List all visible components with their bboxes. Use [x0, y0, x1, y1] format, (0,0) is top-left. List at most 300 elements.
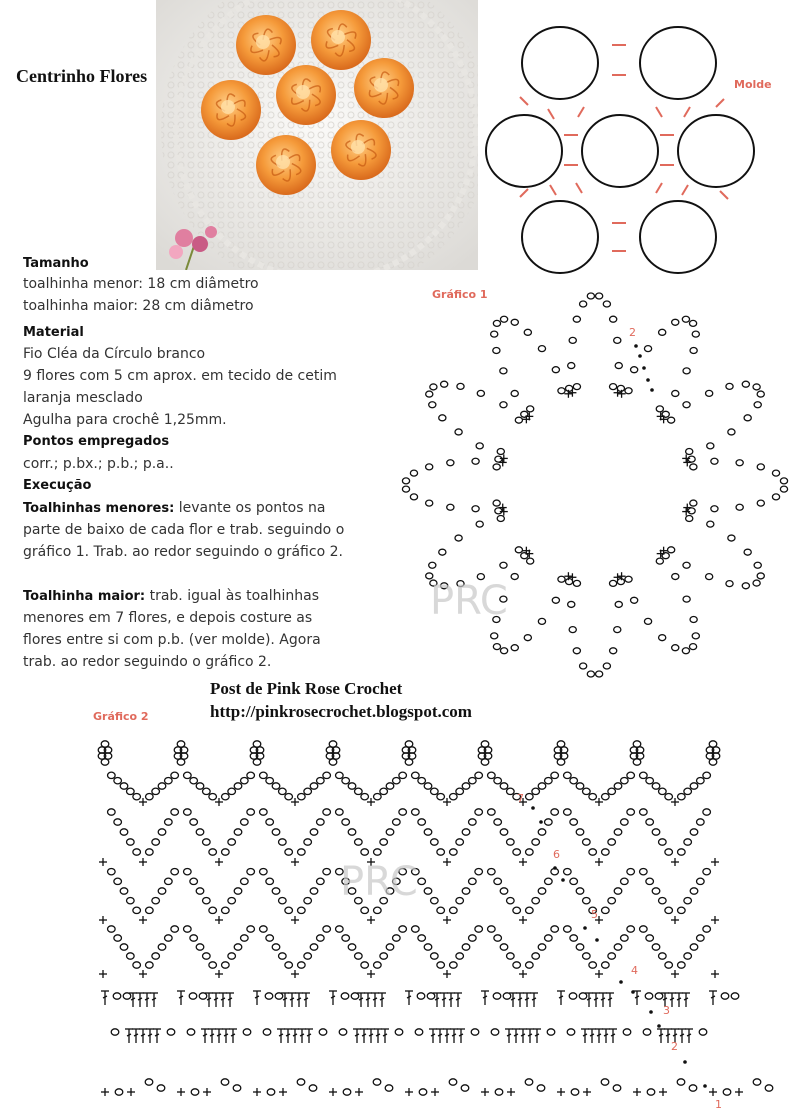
chain-stitch — [298, 907, 306, 913]
tamanho-line-2: toalhinha maior: 28 cm diâmetro — [23, 298, 254, 314]
chain-stitch — [678, 962, 686, 968]
chain-stitch — [191, 1089, 199, 1095]
chain-stitch — [497, 448, 504, 454]
chain-stitch — [184, 926, 192, 932]
dc-stitch — [155, 1034, 159, 1036]
chain-stitch — [158, 829, 166, 835]
start-dot — [583, 926, 587, 930]
chain-stitch — [493, 644, 500, 650]
chain-stitch — [652, 783, 660, 789]
chain-stitch — [682, 648, 689, 654]
chain-stitch — [580, 663, 587, 669]
chain-stitch — [494, 777, 502, 783]
chain-stitch — [757, 464, 764, 470]
chain-stitch — [424, 944, 432, 950]
chain-stitch — [165, 777, 173, 783]
dc-stitch — [635, 996, 639, 998]
chain-stitch — [609, 580, 616, 586]
chain-stitch — [462, 888, 470, 894]
dc-stitch — [435, 998, 439, 1000]
chain-stitch — [625, 388, 632, 394]
chain-stitch — [672, 390, 679, 396]
chain-stitch — [684, 953, 692, 959]
chain-stitch — [495, 1089, 503, 1095]
chain-stitch — [678, 907, 686, 913]
chain-stitch — [462, 944, 470, 950]
chain-stitch — [419, 1089, 427, 1095]
chain-stitch — [583, 953, 591, 959]
dc-stitch — [583, 1034, 587, 1036]
chain-stitch — [697, 878, 705, 884]
chain-stitch — [222, 849, 230, 855]
chain-stitch — [439, 549, 446, 555]
chain-stitch — [355, 788, 363, 794]
tamanho-line-1: toalhinha menor: 18 cm diâmetro — [23, 276, 259, 292]
chain-stitch — [538, 783, 546, 789]
chain-stitch — [493, 500, 500, 506]
chain-stitch — [418, 935, 426, 941]
dc-stitch — [559, 996, 563, 998]
chain-stitch — [298, 849, 306, 855]
credit-url[interactable]: http://pinkrosecrochet.blogspot.com — [210, 702, 472, 721]
chain-stitch — [728, 429, 735, 435]
dc-stitch — [590, 1034, 594, 1036]
chain-stitch — [580, 301, 587, 307]
chain-stitch — [500, 944, 508, 950]
chain-stitch — [573, 384, 580, 390]
dc-stitch — [355, 1034, 359, 1036]
dc-stitch — [376, 1034, 380, 1036]
chain-stitch — [494, 819, 502, 825]
start-dot — [642, 366, 646, 370]
chain-stitch — [656, 406, 663, 412]
chain-stitch — [742, 381, 749, 387]
chain-stitch — [757, 500, 764, 506]
chain-stitch — [386, 944, 394, 950]
chain-stitch — [133, 907, 141, 913]
dc-stitch — [366, 998, 370, 1000]
grafico-1-row-mark: 2 — [629, 326, 636, 339]
chain-stitch — [123, 993, 131, 999]
chain-stitch — [672, 645, 679, 651]
chain-stitch — [603, 663, 610, 669]
chain-stitch — [228, 897, 236, 903]
dc-stitch — [286, 1034, 290, 1036]
chain-stitch — [513, 907, 521, 913]
chain-stitch — [507, 839, 515, 845]
chain-stitch — [515, 547, 522, 553]
chain-stitch — [569, 993, 577, 999]
chain-stitch — [615, 601, 622, 607]
dc-stitch — [521, 1034, 525, 1036]
chain-stitch — [336, 772, 344, 778]
chain-stitch — [184, 868, 192, 874]
chain-stitch — [558, 388, 565, 394]
chain-stitch — [304, 839, 312, 845]
dc-stitch — [359, 998, 363, 1000]
chain-stitch — [437, 907, 445, 913]
start-dot — [649, 1010, 653, 1014]
chain-stitch — [298, 793, 306, 799]
chain-stitch — [711, 458, 718, 464]
dc-stitch — [449, 998, 453, 1000]
chain-stitch — [380, 788, 388, 794]
chain-stitch — [500, 562, 507, 568]
chain-stitch — [475, 809, 483, 815]
start-dot — [619, 980, 623, 984]
chain-stitch — [570, 777, 578, 783]
chain-stitch — [488, 868, 496, 874]
execucao-p2-text: trab. igual às toalhinhas — [145, 588, 319, 604]
chain-stitch — [279, 839, 287, 845]
dc-stitch — [456, 998, 460, 1000]
chain-stitch — [610, 648, 617, 654]
grafico-2-label: Gráfico 2 — [93, 710, 149, 723]
chain-stitch — [567, 1029, 575, 1035]
chain-stitch — [146, 907, 154, 913]
chain-stitch — [196, 944, 204, 950]
chain-stitch — [507, 897, 515, 903]
molde-circle-mid-right — [678, 115, 754, 187]
chain-stitch — [263, 1029, 271, 1035]
chain-stitch — [564, 809, 572, 815]
dc-stitch — [141, 1034, 145, 1036]
chain-stitch — [614, 829, 622, 835]
chain-stitch — [336, 926, 344, 932]
chain-stitch — [491, 331, 498, 337]
chain-stitch — [532, 839, 540, 845]
material-line-4: Agulha para crochê 1,25mm. — [23, 412, 227, 428]
chain-stitch — [190, 878, 198, 884]
chain-stitch — [341, 993, 349, 999]
doily-photo — [156, 0, 478, 270]
chain-stitch — [668, 417, 675, 423]
chain-stitch — [703, 772, 711, 778]
chain-stitch — [703, 926, 711, 932]
chain-stitch — [493, 464, 500, 470]
dc-stitch — [677, 998, 681, 1000]
dc-stitch — [207, 998, 211, 1000]
start-dot — [634, 344, 638, 348]
start-dot — [561, 878, 565, 882]
chain-stitch — [424, 888, 432, 894]
chain-stitch — [380, 839, 388, 845]
chain-stitch — [645, 993, 653, 999]
chain-stitch — [731, 993, 739, 999]
chain-stitch — [336, 809, 344, 815]
chain-stitch — [500, 888, 508, 894]
chain-stitch — [728, 535, 735, 541]
chain-stitch — [234, 829, 242, 835]
chain-stitch — [589, 849, 597, 855]
chain-stitch — [690, 347, 697, 353]
chain-stitch — [617, 385, 624, 391]
chain-stitch — [640, 926, 648, 932]
chain-stitch — [538, 888, 546, 894]
chain-stitch — [393, 819, 401, 825]
chain-stitch — [146, 849, 154, 855]
chain-stitch — [272, 888, 280, 894]
chain-stitch — [429, 402, 436, 408]
chain-stitch — [640, 772, 648, 778]
chain-stitch — [355, 953, 363, 959]
chain-stitch — [625, 576, 632, 582]
chain-stitch — [475, 926, 483, 932]
chain-stitch — [399, 926, 407, 932]
chain-stitch — [450, 793, 458, 799]
dc-stitch — [601, 998, 605, 1000]
chain-stitch — [757, 391, 764, 397]
chain-stitch — [564, 926, 572, 932]
chain-stitch — [412, 809, 420, 815]
chain-stitch — [772, 470, 779, 476]
chain-stitch — [386, 783, 394, 789]
material-line-2: 9 flores com 5 cm aprox. em tecido de cetim — [23, 368, 337, 384]
chain-stitch — [614, 944, 622, 950]
material-heading: Material — [23, 325, 84, 340]
page-title: Centrinho Flores — [16, 66, 148, 86]
chain-stitch — [279, 897, 287, 903]
chain-stitch — [497, 516, 504, 522]
start-dot — [703, 1084, 707, 1088]
chain-stitch — [228, 788, 236, 794]
execucao-p1-text: levante os pontos na — [174, 500, 326, 516]
chain-stitch — [158, 944, 166, 950]
chain-stitch — [133, 793, 141, 799]
chain-stitch — [699, 1029, 707, 1035]
grafico-2-row-mark-4: 4 — [631, 964, 638, 977]
chain-stitch — [736, 460, 743, 466]
chain-stitch — [583, 897, 591, 903]
dc-stitch — [445, 1034, 449, 1036]
dc-stitch — [673, 1034, 677, 1036]
chain-stitch — [472, 506, 479, 512]
chain-stitch — [393, 777, 401, 783]
chain-stitch — [633, 759, 641, 765]
chain-stitch — [427, 993, 435, 999]
chain-stitch — [462, 829, 470, 835]
chain-stitch — [127, 839, 135, 845]
chain-stitch — [659, 329, 666, 335]
chain-stitch — [690, 464, 697, 470]
chain-stitch — [621, 819, 629, 825]
dc-stitch — [604, 1034, 608, 1036]
chain-stitch — [532, 897, 540, 903]
chain-stitch — [304, 897, 312, 903]
chain-stitch — [152, 897, 160, 903]
dc-stitch — [221, 998, 225, 1000]
chain-stitch — [753, 580, 760, 586]
chain-stitch — [171, 772, 179, 778]
chain-stitch — [399, 809, 407, 815]
pontos-heading: Pontos empregados — [23, 434, 170, 449]
chain-stitch — [310, 888, 318, 894]
dc-stitch — [684, 998, 688, 1000]
execucao-p1-line-2: parte de baixo de cada flor e trab. seguindo o — [23, 522, 345, 538]
chain-stitch — [455, 429, 462, 435]
chain-stitch — [475, 772, 483, 778]
chain-stitch — [532, 953, 540, 959]
chain-stitch — [780, 486, 787, 492]
chain-stitch — [260, 809, 268, 815]
chain-stitch — [672, 574, 679, 580]
chain-stitch — [744, 415, 751, 421]
chain-stitch — [610, 316, 617, 322]
chain-stitch — [260, 772, 268, 778]
chain-stitch — [537, 1085, 545, 1091]
chain-stitch — [450, 907, 458, 913]
chain-stitch — [447, 460, 454, 466]
chain-stitch — [165, 878, 173, 884]
chain-stitch — [158, 783, 166, 789]
chain-stitch — [545, 878, 553, 884]
chain-stitch — [545, 819, 553, 825]
chain-stitch — [524, 329, 531, 335]
chain-stitch — [323, 772, 331, 778]
chain-stitch — [568, 363, 575, 369]
chain-stitch — [234, 783, 242, 789]
orange-flower — [331, 120, 391, 180]
chain-stitch — [672, 319, 679, 325]
chain-stitch — [447, 504, 454, 510]
chain-stitch — [374, 793, 382, 799]
chain-stitch — [361, 907, 369, 913]
chain-stitch — [165, 819, 173, 825]
chain-stitch — [203, 788, 211, 794]
chain-stitch — [507, 788, 515, 794]
chain-stitch — [266, 819, 274, 825]
start-dot — [650, 388, 654, 392]
dc-stitch — [290, 998, 294, 1000]
chain-stitch — [457, 383, 464, 389]
chain-stitch — [690, 500, 697, 506]
chain-stitch — [608, 953, 616, 959]
chain-stitch — [726, 581, 733, 587]
chain-stitch — [247, 868, 255, 874]
chain-stitch — [127, 788, 135, 794]
dc-stitch — [507, 1034, 511, 1036]
dc-stitch — [383, 1034, 387, 1036]
chain-stitch — [744, 549, 751, 555]
dc-stitch — [373, 998, 377, 1000]
dc-stitch — [255, 996, 259, 998]
chain-stitch — [754, 402, 761, 408]
chain-stitch — [418, 819, 426, 825]
chain-stitch — [640, 809, 648, 815]
chain-stitch — [573, 316, 580, 322]
chain-stitch — [689, 1085, 697, 1091]
chain-stitch — [511, 645, 518, 651]
chain-stitch — [323, 809, 331, 815]
chain-stitch — [570, 819, 578, 825]
chain-stitch — [157, 1085, 165, 1091]
chain-stitch — [656, 558, 663, 564]
chain-stitch — [684, 788, 692, 794]
chain-stitch — [614, 888, 622, 894]
chain-stitch — [665, 849, 673, 855]
dc-stitch — [134, 1034, 138, 1036]
chain-stitch — [579, 993, 587, 999]
chain-stitch — [456, 897, 464, 903]
execucao-p2-line-1 — [23, 586, 319, 607]
chain-stitch — [678, 793, 686, 799]
chain-stitch — [310, 829, 318, 835]
chain-stitch — [659, 788, 667, 794]
chain-stitch — [627, 809, 635, 815]
molde-label: Molde — [734, 78, 772, 91]
chain-stitch — [526, 962, 534, 968]
chain-stitch — [449, 1079, 457, 1085]
chain-stitch — [145, 1079, 153, 1085]
chain-stitch — [601, 1079, 609, 1085]
chain-stitch — [471, 1029, 479, 1035]
chain-stitch — [114, 777, 122, 783]
chain-stitch — [515, 417, 522, 423]
chain-stitch — [583, 839, 591, 845]
chain-stitch — [247, 772, 255, 778]
chain-stitch — [617, 579, 624, 585]
start-dot — [638, 354, 642, 358]
chain-stitch — [665, 962, 673, 968]
chain-stitch — [475, 868, 483, 874]
chain-stitch — [165, 935, 173, 941]
chain-stitch — [317, 935, 325, 941]
chain-stitch — [196, 888, 204, 894]
chain-stitch — [703, 868, 711, 874]
chain-stitch — [450, 849, 458, 855]
dc-stitch — [145, 998, 149, 1000]
chain-stitch — [120, 888, 128, 894]
chain-stitch — [309, 1085, 317, 1091]
dc-stitch — [663, 998, 667, 1000]
chain-stitch — [547, 1029, 555, 1035]
orange-flower — [354, 58, 414, 118]
chain-stitch — [171, 809, 179, 815]
chain-stitch — [655, 993, 663, 999]
dc-stitch — [214, 998, 218, 1000]
chain-stitch — [348, 944, 356, 950]
chain-stitch — [285, 962, 293, 968]
chain-stitch — [707, 443, 714, 449]
chain-stitch — [690, 617, 697, 623]
chain-stitch — [430, 384, 437, 390]
chain-stitch — [424, 783, 432, 789]
chain-stitch — [608, 897, 616, 903]
chain-stitch — [228, 839, 236, 845]
chain-stitch — [317, 819, 325, 825]
chain-stitch — [247, 809, 255, 815]
chain-stitch — [469, 819, 477, 825]
dc-stitch — [179, 996, 183, 998]
chain-stitch — [569, 627, 576, 633]
execucao-p2-label: Toalhinha maior: — [23, 589, 146, 604]
chain-stitch — [115, 1089, 123, 1095]
chain-stitch — [385, 1085, 393, 1091]
chain-stitch — [361, 793, 369, 799]
chain-stitch — [587, 293, 594, 299]
chain-stitch — [146, 793, 154, 799]
chain-stitch — [665, 793, 673, 799]
chain-stitch — [469, 878, 477, 884]
chain-stitch — [488, 772, 496, 778]
chain-stitch — [652, 888, 660, 894]
chain-stitch — [481, 759, 489, 765]
dc-stitch — [380, 998, 384, 1000]
chain-stitch — [285, 907, 293, 913]
chain-stitch — [627, 926, 635, 932]
chain-stitch — [199, 993, 207, 999]
dc-stitch — [369, 1034, 373, 1036]
